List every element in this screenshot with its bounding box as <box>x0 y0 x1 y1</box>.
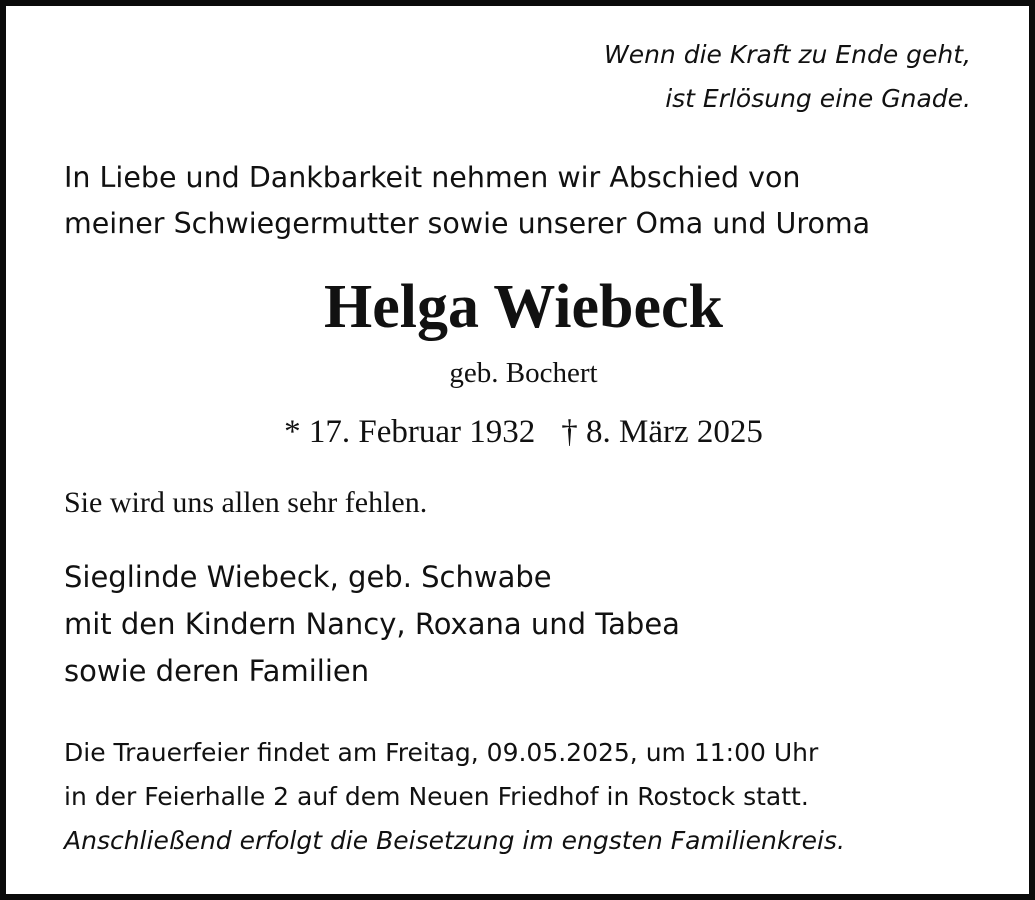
life-dates <box>6 416 1035 449</box>
birth-date: * 17. Februar 1932 <box>284 414 536 450</box>
intro-line-2: meiner Schwiegermutter sowie unserer Oma und Uroma <box>64 207 871 240</box>
service-line-3: Anschließend erfolgt die Beisetzung im engsten Familienkreis. <box>64 826 845 855</box>
mourner-line-2: mit den Kindern Nancy, Roxana und Tabea <box>64 607 680 641</box>
service-line-1: Die Trauerfeier findet am Freitag, 09.05.2025, um 11:00 Uhr <box>64 738 819 767</box>
motto-line-1: Wenn die Kraft zu Ende geht, <box>603 40 971 69</box>
service-line-2: in der Feierhalle 2 auf dem Neuen Friedhof in Rostock statt. <box>64 782 809 811</box>
maiden-name: geb. Bochert <box>449 357 598 389</box>
mourner-line-3: sowie deren Familien <box>64 654 370 688</box>
sentiment-text: Sie wird uns allen sehr fehlen. <box>64 486 428 519</box>
death-date: † 8. März 2025 <box>561 414 763 450</box>
mourner-line-1: Sieglinde Wiebeck, geb. Schwabe <box>64 560 552 594</box>
intro-line-1: In Liebe und Dankbarkeit nehmen wir Abschied von <box>64 161 801 194</box>
motto-line-2: ist Erlösung eine Gnade. <box>665 84 971 113</box>
deceased-name: Helga Wiebeck <box>324 273 723 341</box>
